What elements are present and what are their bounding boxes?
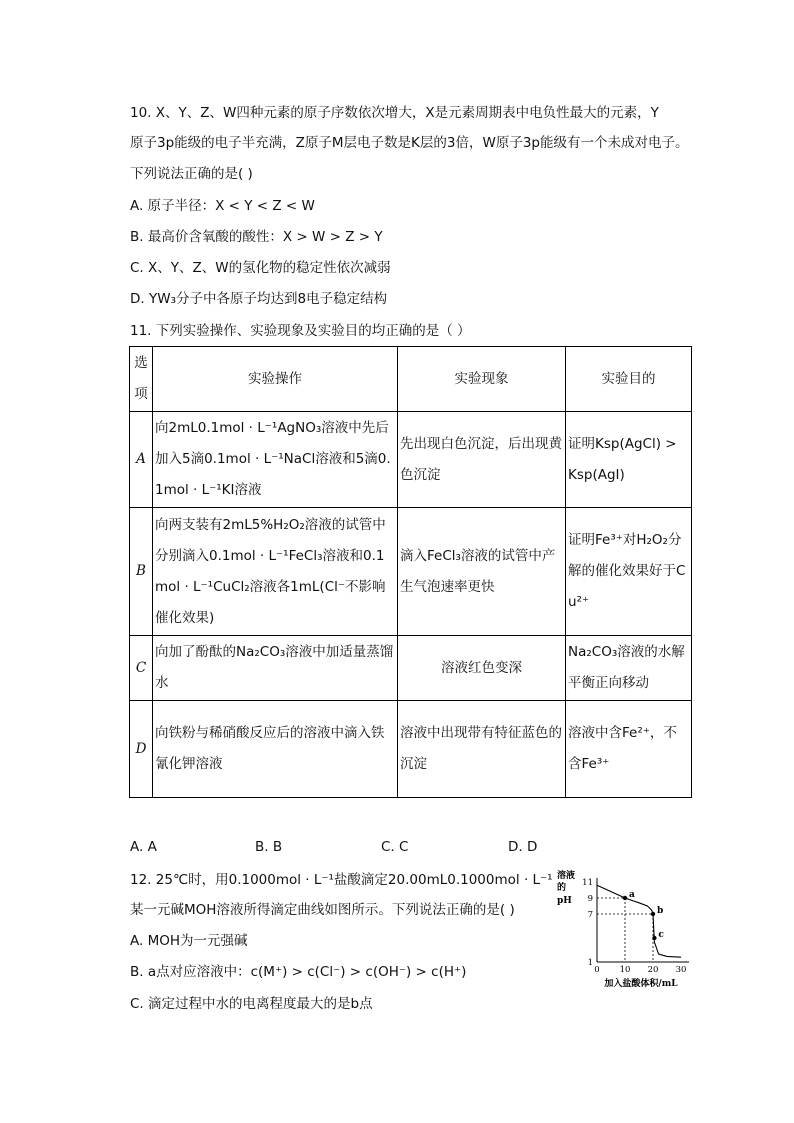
titration-chart bbox=[555, 866, 695, 991]
y-axis-label: 溶液 bbox=[557, 871, 576, 881]
table-row bbox=[130, 412, 692, 508]
q12-line2: 某一元碱MOH溶液所得滴定曲线如图所示。下列说法正确的是( ) bbox=[130, 902, 515, 918]
row-option: C bbox=[130, 636, 153, 701]
table-header-row bbox=[130, 347, 692, 412]
titration-curve bbox=[597, 885, 681, 957]
row-option: B bbox=[130, 508, 153, 636]
table-row bbox=[130, 636, 692, 701]
answer-a: A. A bbox=[130, 839, 157, 855]
q10-option-d: D. YW₃分子中各原子均达到8电子稳定结构 bbox=[130, 291, 388, 307]
y-tick-label: 7 bbox=[587, 910, 593, 920]
y-axis-label: 的 bbox=[557, 883, 567, 893]
header-option: 选项 bbox=[130, 347, 153, 412]
row-purpose: 溶液中含Fe²⁺，不含Fe³⁺ bbox=[566, 701, 692, 798]
row-phenomenon: 先出现白色沉淀，后出现黄色沉淀 bbox=[398, 412, 566, 508]
row-purpose: Na₂CO₃溶液的水解平衡正向移动 bbox=[566, 636, 692, 701]
answer-b: B. B bbox=[255, 839, 283, 855]
point-c bbox=[652, 936, 656, 940]
x-tick-label: 30 bbox=[675, 965, 687, 975]
point-label: b bbox=[657, 906, 664, 916]
answer-c: C. C bbox=[381, 839, 409, 855]
q10-line3: 下列说法正确的是( ) bbox=[130, 166, 253, 182]
x-tick-label: 10 bbox=[619, 965, 631, 975]
point-label: a bbox=[629, 890, 635, 900]
q11-stem: 11. 下列实验操作、实验现象及实验目的均正确的是（ ） bbox=[130, 323, 471, 339]
y-axis-label: pH bbox=[557, 896, 572, 906]
row-phenomenon: 溶液红色变深 bbox=[398, 636, 566, 701]
q10-option-b: B. 最高价含氧酸的酸性：X > W > Z > Y bbox=[130, 229, 383, 245]
q10-line2: 原子3p能级的电子半充满，Z原子M层电子数是K层的3倍，W原子3p能级有一个未成对电子。 bbox=[130, 135, 689, 151]
row-option: A bbox=[130, 412, 153, 508]
row-phenomenon: 溶液中出现带有特征蓝色的沉淀 bbox=[398, 701, 566, 798]
q10-option-a: A. 原子半径：X < Y < Z < W bbox=[130, 198, 315, 214]
row-operation: 向2mL0.1mol · L⁻¹AgNO₃溶液中先后加入5滴0.1mol · L⁻¹NaCl溶液和5滴0.1mol · L⁻¹KI溶液 bbox=[153, 412, 398, 508]
row-phenomenon: 滴入FeCl₃溶液的试管中产生气泡速率更快 bbox=[398, 508, 566, 636]
q10-line1: 10. X、Y、Z、W四种元素的原子序数依次增大，X是元素周期表中电负性最大的元素，Y bbox=[130, 105, 659, 121]
q12-line1: 12. 25℃时，用0.1000mol · L⁻¹盐酸滴定20.00mL0.1000mol · L⁻¹ bbox=[130, 872, 553, 888]
q12-option-b: B. a点对应溶液中：c(M⁺) > c(Cl⁻) > c(OH⁻) > c(H⁺) bbox=[130, 964, 467, 980]
experiment-table bbox=[129, 346, 692, 798]
table-row bbox=[130, 701, 692, 798]
table-row bbox=[130, 508, 692, 636]
x-tick-label: 20 bbox=[647, 965, 659, 975]
x-tick-label: 0 bbox=[594, 965, 600, 975]
point-b bbox=[651, 912, 655, 916]
y-tick-label: 9 bbox=[587, 894, 593, 904]
row-purpose: 证明Ksp(AgCl) > Ksp(AgI) bbox=[566, 412, 692, 508]
row-operation: 向加了酚酞的Na₂CO₃溶液中加适量蒸馏水 bbox=[153, 636, 398, 701]
q12-option-a: A. MOH为一元强碱 bbox=[130, 933, 248, 949]
q12-option-c: C. 滴定过程中水的电离程度最大的是b点 bbox=[130, 996, 373, 1012]
row-operation: 向两支装有2mL5%H₂O₂溶液的试管中分别滴入0.1mol · L⁻¹FeCl₃溶液和0.1mol · L⁻¹CuCl₂溶液各1mL(Cl⁻不影响催化效果) bbox=[153, 508, 398, 636]
row-option: D bbox=[130, 701, 153, 798]
row-operation: 向铁粉与稀硝酸反应后的溶液中滴入铁氰化钾溶液 bbox=[153, 701, 398, 798]
point-label: c bbox=[658, 930, 664, 940]
point-a bbox=[623, 896, 627, 900]
y-tick-label: 11 bbox=[582, 878, 593, 888]
y-tick-label: 1 bbox=[587, 958, 593, 968]
header-purpose: 实验目的 bbox=[566, 347, 692, 412]
header-operation: 实验操作 bbox=[153, 347, 398, 412]
q10-option-c: C. X、Y、Z、W的氢化物的稳定性依次减弱 bbox=[130, 260, 391, 276]
answer-d: D. D bbox=[508, 839, 538, 855]
header-phenomenon: 实验现象 bbox=[398, 347, 566, 412]
x-axis-label: 加入盐酸体积/mL bbox=[604, 979, 678, 989]
row-purpose: 证明Fe³⁺对H₂O₂分解的催化效果好于Cu²⁺ bbox=[566, 508, 692, 636]
